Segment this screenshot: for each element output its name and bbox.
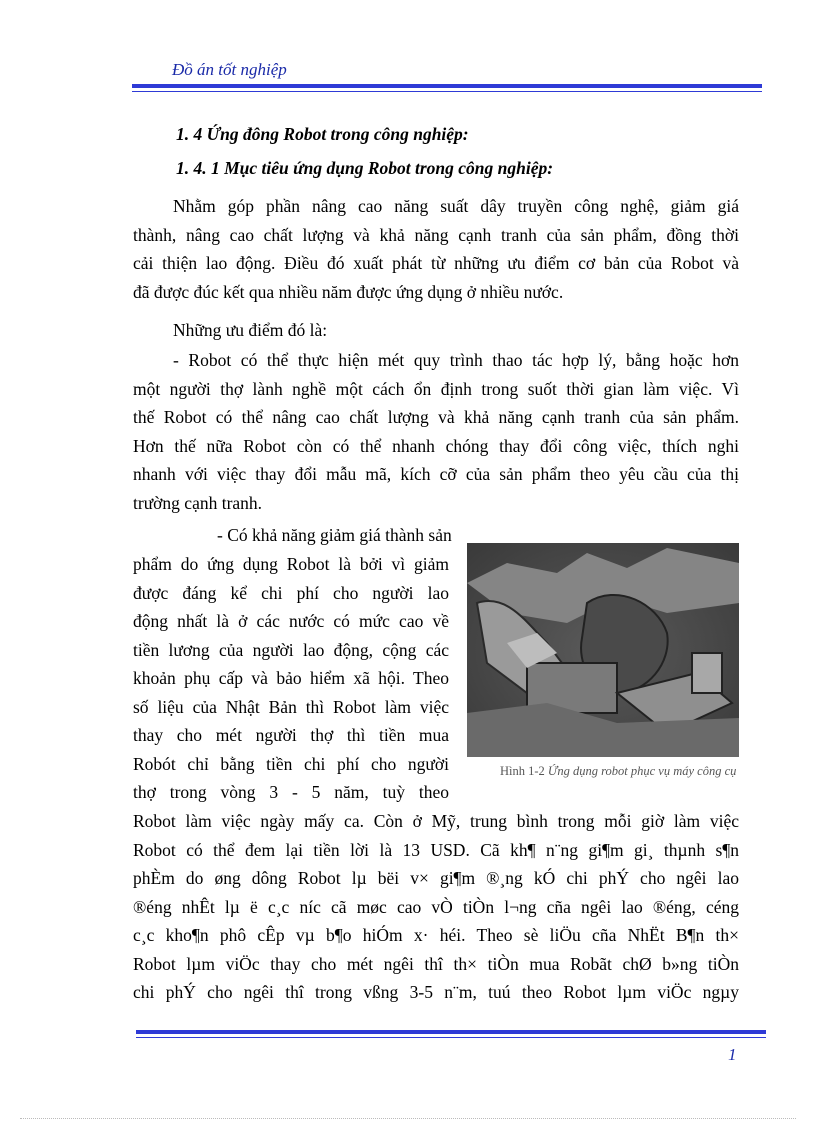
text-line: Robót chỉ bằng tiền chi phí cho người	[133, 753, 449, 774]
text-line: được đáng kể chi phí cho người lao	[133, 582, 449, 603]
text-line: Robot làm việc ngày mấy ca. Còn ở Mỹ, trung bình trong mỗi giờ làm việc	[133, 811, 739, 831]
text-line: số liệu của Nhật Bản thì Robot làm việc	[133, 696, 449, 717]
text-line: - Có khả năng giảm giá thành sản	[217, 525, 452, 545]
figure-caption	[500, 764, 736, 779]
header-rule-thin	[132, 91, 762, 92]
paragraph-4-lead	[217, 521, 487, 550]
text-line: Robot có thể đem lại tiền lời là 13 USD. Cã kh¶ n¨ng gi¶m gi¸ thµnh s¶n	[133, 839, 739, 860]
text-line: Robot lµm viÖc thay cho mét ngêi thî th× tiÒn mua Robãt chØ b»ng tiÒn	[133, 953, 739, 974]
text-line: thành, nâng cao chất lượng và khả năng cạnh tranh của sản phẩm, đồng thời	[133, 224, 739, 245]
text-line: thợ trong vòng 3 - 5 năm, tuỳ theo	[133, 782, 449, 802]
text-line: phÈm do øng dông Robot lµ bëi v× gi¶m ®¸ng kÓ chi phÝ cho ngêi lao	[133, 868, 739, 888]
paragraph-4-full	[133, 807, 739, 1007]
text-line: Hơn thế nữa Robot còn có thể nhanh chóng thay đổi công việc, thích nghi	[133, 435, 739, 456]
paragraph-1	[133, 192, 739, 306]
text-line: ®éng nhÊt lµ ë c¸c níc cã møc cao vÒ tiÒn l¬ng cña ngêi lao ®éng, céng	[133, 896, 739, 917]
text-line: động nhất là ở các nước có mức cao về	[133, 611, 449, 631]
page-bottom-dotted-divider	[20, 1118, 796, 1119]
footer-rule-thick	[136, 1030, 766, 1034]
document-header-title: Đồ án tốt nghiệp	[172, 60, 287, 79]
header-rule-thick	[132, 84, 762, 88]
page-number: 1	[728, 1045, 737, 1064]
text-line: Những ưu điểm đó là:	[173, 320, 328, 340]
text-line: phẩm do ứng dụng Robot là bởi vì giảm	[133, 554, 449, 574]
paragraph-3	[133, 346, 739, 517]
paragraph-4-column	[133, 550, 449, 807]
subsection-heading: 1. 4. 1 Mục tiêu ứng dụng Robot trong công nghiệp:	[176, 158, 554, 178]
text-line: đã được đúc kết qua nhiều năm được ứng dụng ở nhiều nước.	[133, 281, 564, 302]
text-line: tiền lương của người lao động, cộng các	[133, 639, 449, 660]
text-line: thế Robot có thể nâng cao chất lượng và khả năng cạnh tranh của sản phẩm.	[133, 407, 739, 427]
robot-machine-tool-photo	[467, 543, 739, 757]
figure-caption-lead: Hình 1-2	[500, 764, 545, 778]
photo-illustration	[467, 543, 739, 757]
footer-rule-thin	[136, 1037, 766, 1038]
section-heading: 1. 4 Ứng đông Robot trong công nghiệp:	[176, 124, 469, 144]
text-line: nhanh với việc thay đổi mẫu mã, kích cỡ của sản phẩm theo yêu cầu của thị	[133, 464, 739, 484]
text-line: c¸c kho¶n phô cÊp vµ b¶o hiÓm x· héi. Theo sè liÖu cña NhËt B¶n th×	[133, 925, 739, 945]
figure-caption-text: Ứng dụng robot phục vụ máy công cụ	[547, 764, 737, 778]
text-line: chi phÝ cho ngêi thî trong vßng 3-5 n¨m, tuú theo Robot lµm viÖc ngµy	[133, 982, 739, 1002]
text-line: thay cho mét người thợ thì tiền mua	[133, 725, 449, 745]
text-line: một người thợ lành nghề một cách ổn định trong suốt thời gian làm việc. Vì	[133, 378, 739, 399]
text-line: trường cạnh tranh.	[133, 492, 263, 513]
paragraph-2	[173, 316, 327, 345]
text-line: khoản phụ cấp và bảo hiểm xã hội. Theo	[133, 668, 449, 688]
text-line: Nhằm góp phần nâng cao năng suất dây truyền công nghệ, giảm giá	[173, 196, 739, 216]
text-line: cải thiện lao động. Điều đó xuất phát từ những ưu điểm cơ bản của Robot và	[133, 253, 739, 273]
text-line: - Robot có thể thực hiện mét quy trình thao tác hợp lý, bằng hoặc hơn	[173, 350, 739, 370]
